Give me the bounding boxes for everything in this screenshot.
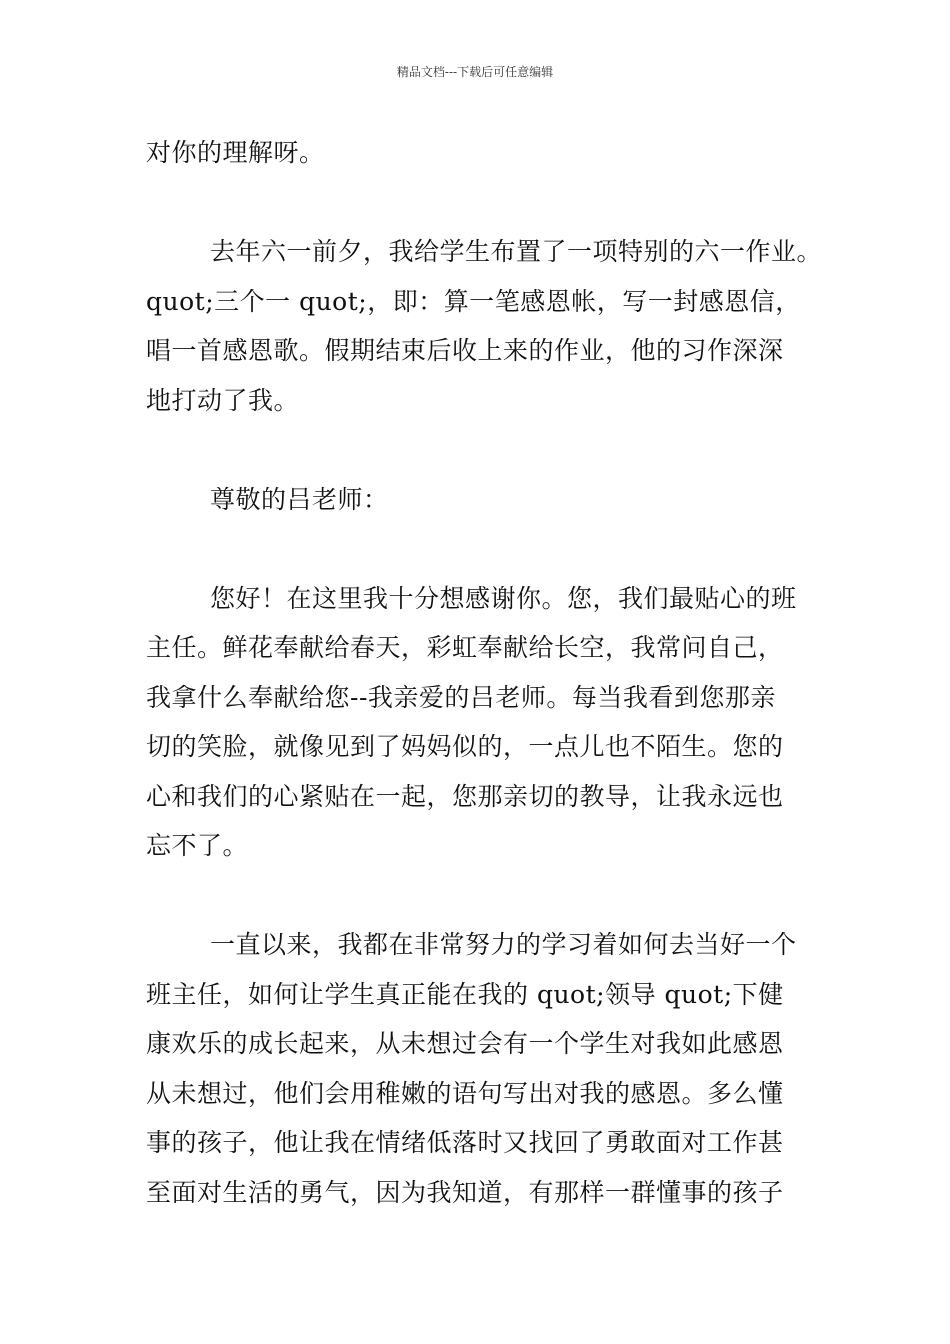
text-line: 去年六一前夕，我给学生布置了一项特别的六一作业。 (210, 237, 823, 266)
text-line: 唱一首感恩歌。假期结束后收上来的作业，他的习作深深 (146, 336, 784, 365)
text-line: 一直以来，我都在非常努力的学习着如何去当好一个 (210, 930, 797, 959)
paragraph-4 (146, 574, 808, 871)
text-line: 事的孩子，他让我在情绪低落时又找回了勇敢面对工作甚 (146, 1128, 784, 1157)
text-line: 地打动了我。 (146, 385, 300, 415)
text-line: 心和我们的心紧贴在一起，您那亲切的教导，让我永远也 (146, 781, 784, 811)
text-line: 从未想过，他们会用稚嫩的语句写出对我的感恩。多么懂 (146, 1078, 784, 1108)
text-line: 对你的理解呀。 (146, 138, 325, 167)
text-line: 切的笑脸，就像见到了妈妈似的，一点儿也不陌生。您的 (146, 732, 784, 761)
text-line: 班主任，如何让学生真正能在我的 quot;领导 quot;下健 (146, 979, 784, 1009)
document-body (146, 128, 823, 1267)
text-line: 尊敬的吕老师： (210, 484, 389, 514)
text-line: 主任。鲜花奉献给春天，彩虹奉献给长空，我常问自己， (146, 633, 784, 662)
paragraph-5 (146, 920, 808, 1217)
paragraph-3 (146, 475, 808, 525)
text-line: 我拿什么奉献给您--我亲爱的吕老师。每当我看到您那亲 (146, 682, 776, 712)
text-line: quot;三个一 quot;，即：算一笔感恩帐，写一封感恩信， (146, 286, 801, 316)
page-header: 精品文档---下载后可任意编辑 (396, 65, 554, 79)
text-line: 忘不了。 (146, 831, 249, 860)
paragraph-2 (146, 227, 823, 425)
paragraph-1 (146, 128, 808, 178)
text-line: 至面对生活的勇气，因为我知道，有那样一群懂事的孩子 (146, 1177, 784, 1207)
text-line: 康欢乐的成长起来，从未想过会有一个学生对我如此感恩 (146, 1029, 784, 1058)
text-line: 您好！在这里我十分想感谢你。您，我们最贴心的班 (210, 583, 797, 613)
